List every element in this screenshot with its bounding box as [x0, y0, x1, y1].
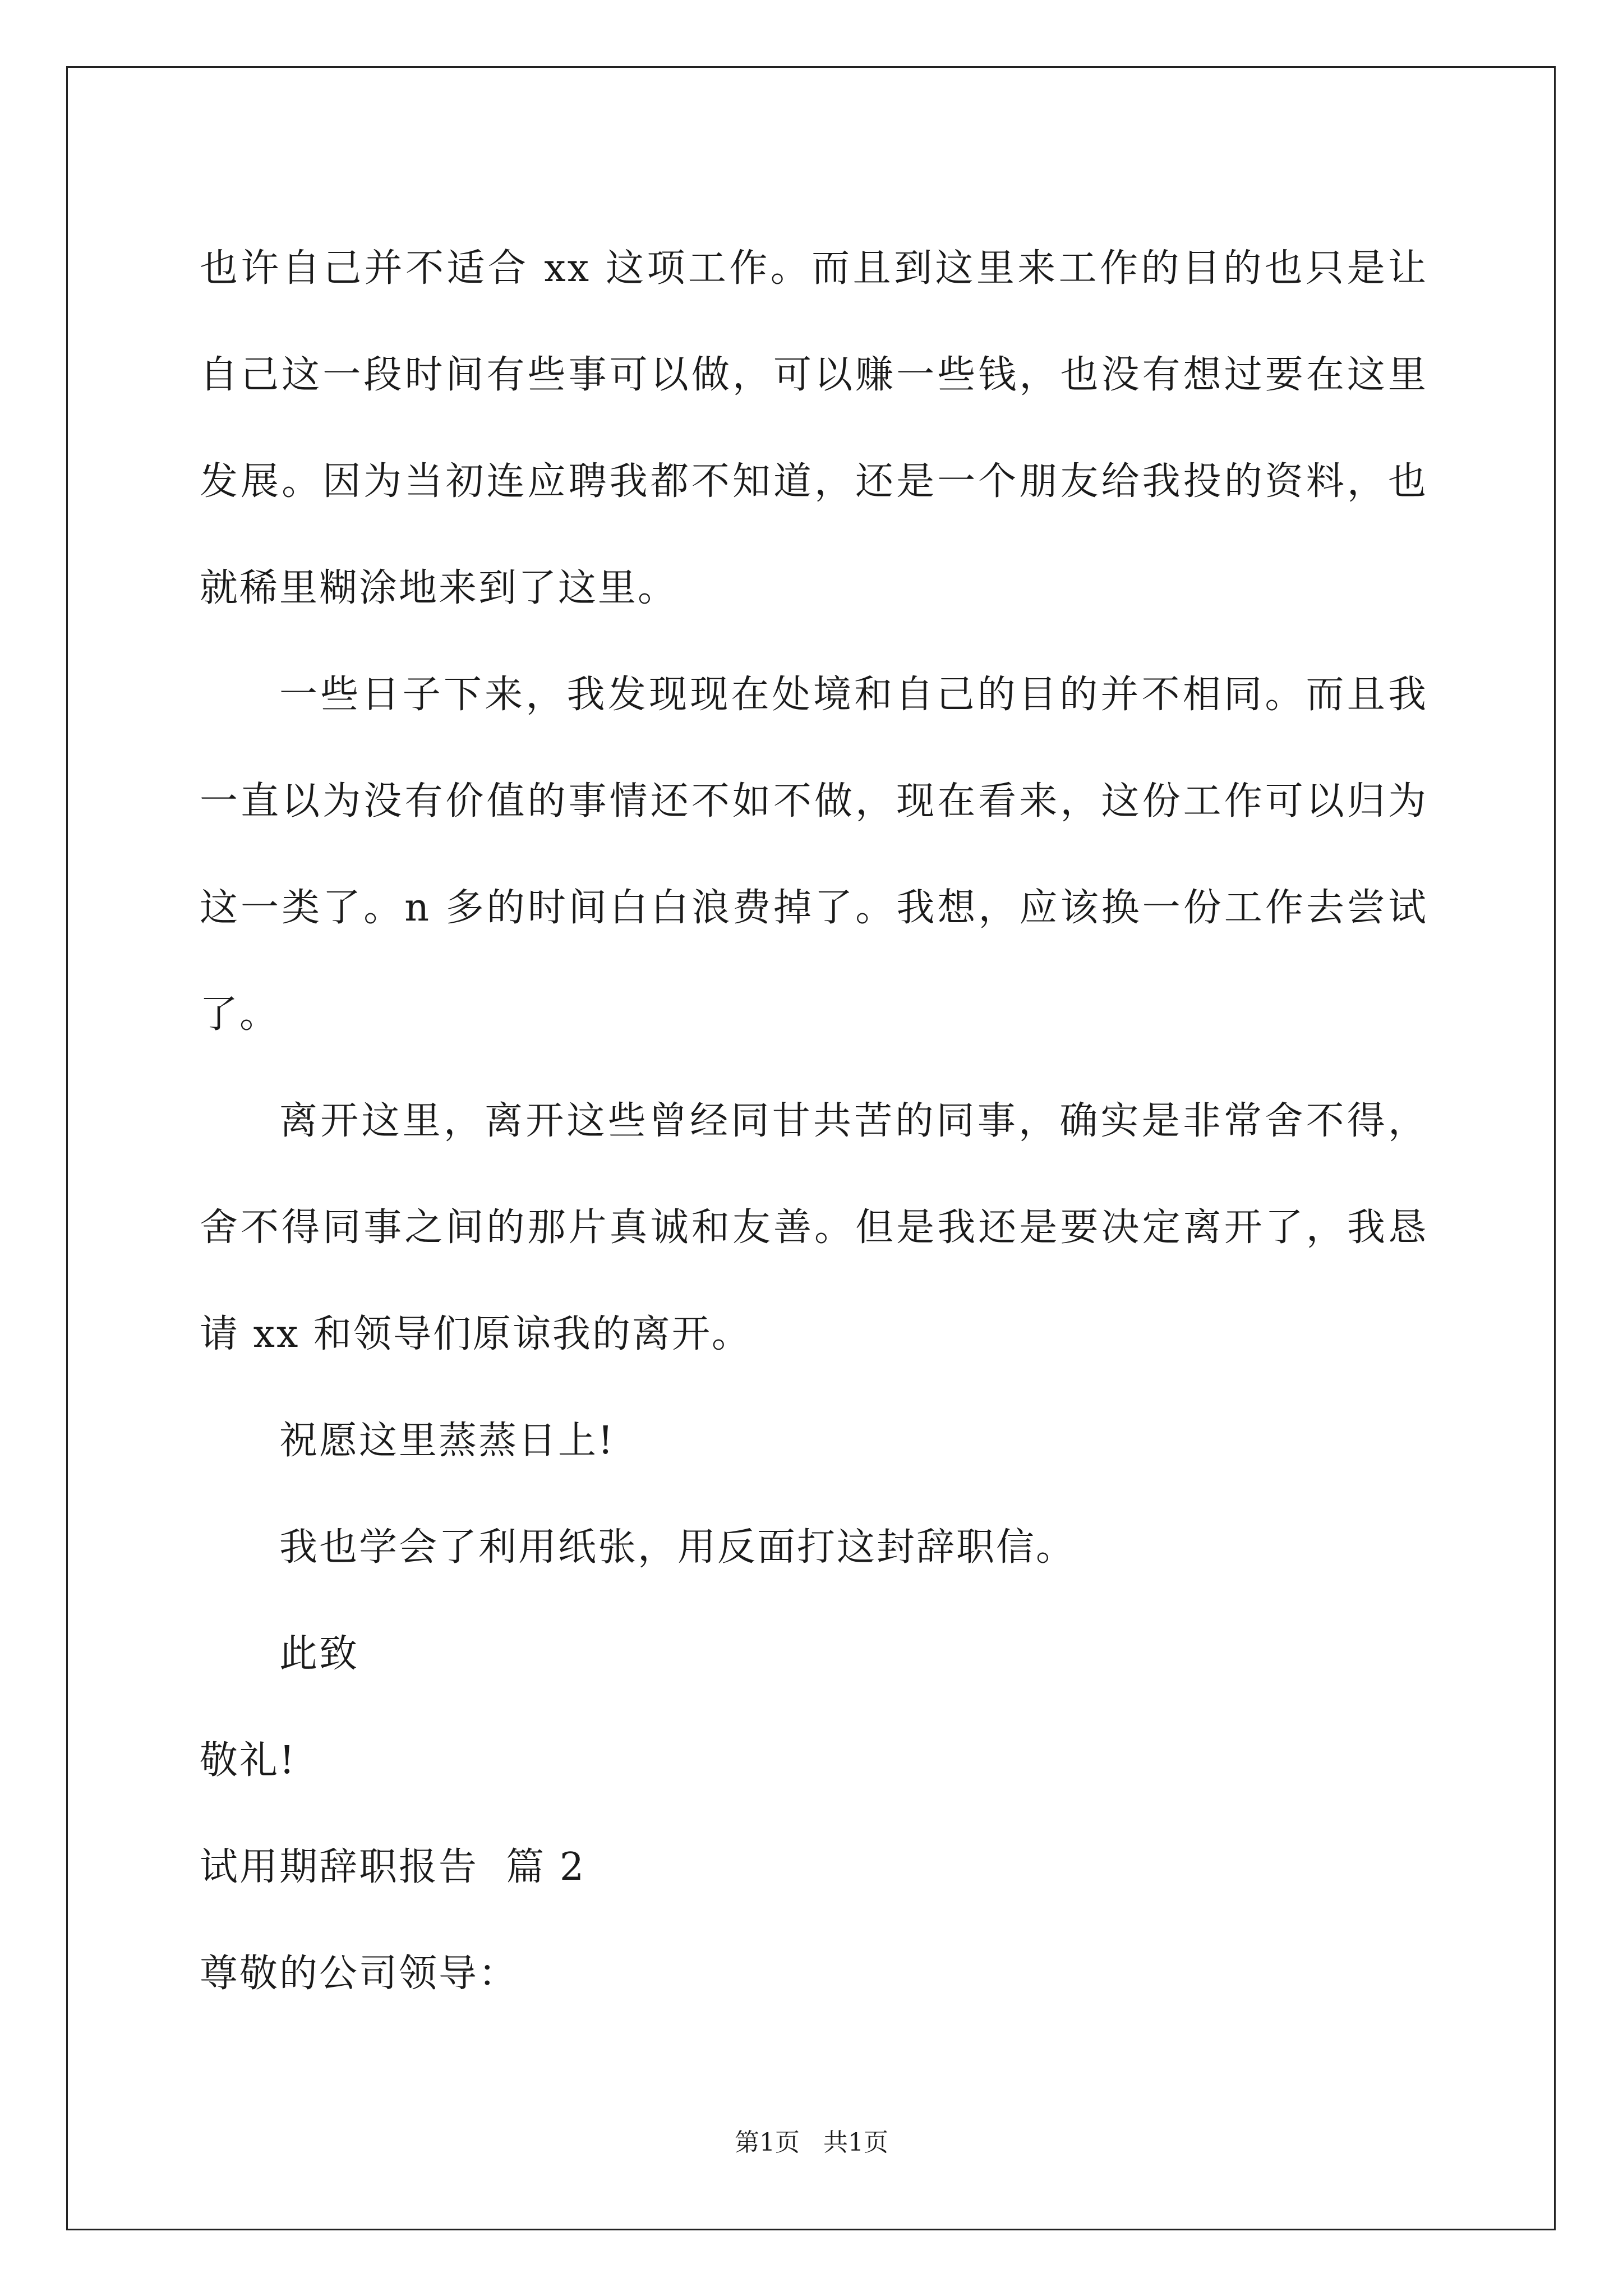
paragraph-2: 一些日子下来，我发现现在处境和自己的目的并不相同。而且我一直以为没有价值的事情还不如不做，现在看来，这份工作可以归为这一类了。n 多的时间白白浪费掉了。我想，应该换一份工作去尝试了。 — [200, 673, 1428, 1037]
page-number: 第1页 共1页 — [735, 2128, 888, 2157]
greeting: 尊敬的公司领导： — [200, 1952, 519, 1996]
closing-salutation: 此致 — [279, 1632, 359, 1676]
paragraph-wishes: 祝愿这里蒸蒸日上! — [279, 1419, 615, 1463]
section-heading: 试用期辞职报告 篇 2 — [200, 1845, 586, 1889]
paragraph-1: 也许自己并不适合 xx 这项工作。而且到这里来工作的目的也只是让自己这一段时间有些事可以做，可以赚一些钱，也没有想过要在这里发展。因为当初连应聘我都不知道，还是一个朋友给我投的资料，也就稀里糊涂地来到了这里。 — [200, 246, 1428, 610]
page-footer — [0, 2126, 1623, 2160]
paragraph-paper-note: 我也学会了利用纸张，用反面打这封辞职信。 — [279, 1525, 1076, 1570]
document-body — [200, 215, 1428, 2027]
paragraph-3: 离开这里，离开这些曾经同甘共苦的同事，确实是非常舍不得，舍不得同事之间的那片真诚和友善。但是我还是要决定离开了，我恳请 xx 和领导们原谅我的离开。 — [200, 1099, 1428, 1356]
closing-regards: 敬礼! — [200, 1738, 297, 1783]
